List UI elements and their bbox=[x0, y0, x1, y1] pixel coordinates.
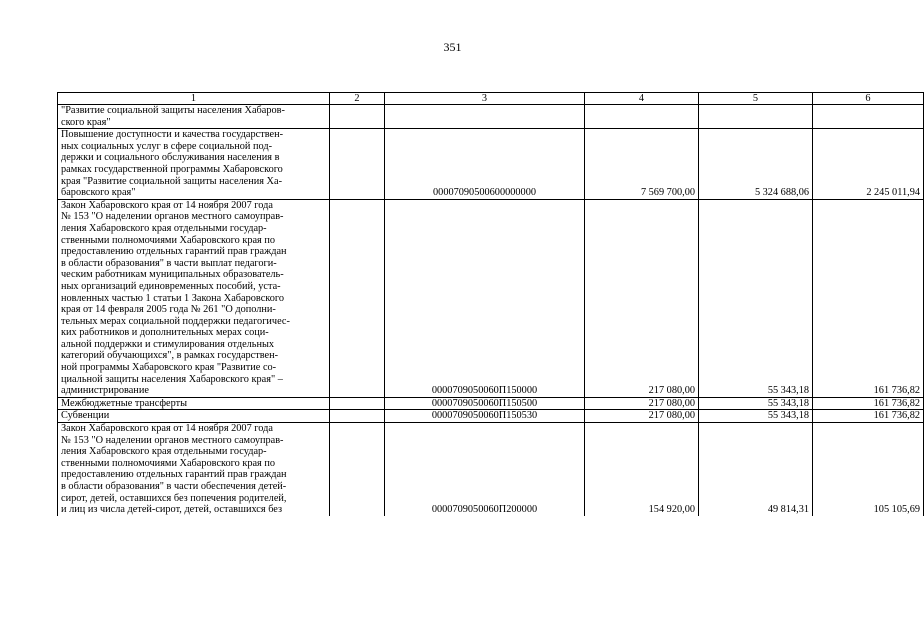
description-line: ления Хабаровского края отдельными государ- bbox=[61, 222, 267, 234]
amount-column-4: 217 080,00 bbox=[585, 199, 699, 397]
description-line: предоставлению отдельных гарантий прав граждан bbox=[61, 246, 287, 258]
table-row bbox=[58, 199, 924, 397]
amount-column-6: 161 736,82 bbox=[813, 397, 924, 410]
description-line: новленных частью 1 статьи 1 Закона Хабаровского bbox=[61, 292, 285, 304]
amount-column-4: 154 920,00 bbox=[585, 423, 699, 516]
row-description bbox=[58, 423, 330, 516]
description-line: категорий обучающихся", в рамках государствен- bbox=[61, 350, 279, 362]
column-2-cell bbox=[330, 199, 385, 397]
table-row bbox=[58, 105, 924, 129]
column-2-cell bbox=[330, 410, 385, 423]
budget-code: 0000709050060П200000 bbox=[385, 423, 585, 516]
table-row bbox=[58, 423, 924, 516]
description-line: ственными полномочиями Хабаровского края по bbox=[61, 457, 276, 469]
amount-column-6 bbox=[813, 105, 924, 129]
column-2-cell bbox=[330, 423, 385, 516]
budget-code: 00007090500600000000 bbox=[385, 129, 585, 200]
column-2-cell bbox=[330, 105, 385, 129]
budget-code: 0000709050060П150530 bbox=[385, 410, 585, 423]
description-line: № 153 "О наделении органов местного самоуправ- bbox=[61, 434, 284, 446]
description-line: ных организаций единовременных пособий, уста- bbox=[61, 280, 281, 292]
description-line: и лиц из числа детей-сирот, детей, оставшихся без bbox=[61, 504, 283, 516]
column-header-5: 5 bbox=[699, 93, 813, 105]
description-line: ных социальных услуг в сфере социальной под- bbox=[61, 140, 273, 152]
amount-column-5: 55 343,18 bbox=[699, 199, 813, 397]
description-line: Повышение доступности и качества государствен- bbox=[61, 129, 284, 141]
row-description bbox=[58, 105, 330, 129]
amount-column-6: 161 736,82 bbox=[813, 410, 924, 423]
row-description bbox=[58, 129, 330, 200]
description-line: "Развитие социальной защиты населения Хабаров- bbox=[61, 105, 285, 116]
budget-code: 0000709050060П150500 bbox=[385, 397, 585, 410]
column-2-cell bbox=[330, 397, 385, 410]
column-header-row bbox=[58, 93, 924, 105]
amount-column-6: 105 105,69 bbox=[813, 423, 924, 516]
description-line: администрирование bbox=[61, 385, 149, 397]
description-line: циальной защиты населения Хабаровского края" – bbox=[61, 373, 283, 385]
amount-column-5: 55 343,18 bbox=[699, 410, 813, 423]
description-line: края от 14 февраля 2005 года № 261 "О дополни- bbox=[61, 304, 276, 316]
description-line: Закон Хабаровского края от 14 ноября 2007 года bbox=[61, 423, 273, 435]
column-header-4: 4 bbox=[585, 93, 699, 105]
budget-table bbox=[57, 92, 924, 516]
description-line: № 153 "О наделении органов местного самоуправ- bbox=[61, 211, 284, 223]
description-line: в области образования" в части выплат педагоги- bbox=[61, 257, 277, 269]
description-line: края "Развитие социальной защиты населения Ха- bbox=[61, 175, 282, 187]
amount-column-5: 55 343,18 bbox=[699, 397, 813, 410]
column-header-3: 3 bbox=[385, 93, 585, 105]
description-line: альной поддержки и стимулирования отдельных bbox=[61, 338, 275, 350]
row-description bbox=[58, 397, 330, 410]
table-row bbox=[58, 410, 924, 423]
table-row bbox=[58, 129, 924, 200]
description-line: ления Хабаровского края отдельными государ- bbox=[61, 446, 267, 458]
description-line: Закон Хабаровского края от 14 ноября 2007 года bbox=[61, 199, 273, 211]
amount-column-4 bbox=[585, 105, 699, 129]
budget-code bbox=[385, 105, 585, 129]
budget-table-body bbox=[58, 93, 924, 516]
row-description bbox=[58, 410, 330, 423]
amount-column-4: 217 080,00 bbox=[585, 410, 699, 423]
column-header-2: 2 bbox=[330, 93, 385, 105]
description-line: ческим работникам муниципальных образователь- bbox=[61, 269, 284, 281]
amount-column-4: 217 080,00 bbox=[585, 397, 699, 410]
description-line: предоставлению отдельных гарантий прав граждан bbox=[61, 469, 287, 481]
description-line: ких работников и дополнительных мерах соци- bbox=[61, 327, 269, 339]
amount-column-6: 2 245 011,94 bbox=[813, 129, 924, 200]
description-line: сирот, детей, оставшихся без попечения родителей, bbox=[61, 492, 287, 504]
row-description bbox=[58, 199, 330, 397]
description-line: в области образования" в части обеспечения детей- bbox=[61, 481, 287, 492]
description-line: тельных мерах социальной поддержки педагогичес- bbox=[61, 315, 290, 327]
column-header-1: 1 bbox=[58, 93, 330, 105]
amount-column-4: 7 569 700,00 bbox=[585, 129, 699, 200]
budget-code: 0000709050060П150000 bbox=[385, 199, 585, 397]
page-number: 351 bbox=[443, 40, 462, 54]
description-line: держки и социального обслуживания населения в bbox=[61, 152, 280, 164]
column-header-6: 6 bbox=[813, 93, 924, 105]
description-line: рамках государственной программы Хабаровского bbox=[61, 163, 283, 175]
amount-column-5: 5 324 688,06 bbox=[699, 129, 813, 200]
description-line: ной программы Хабаровского края "Развитие со- bbox=[61, 362, 277, 374]
amount-column-5 bbox=[699, 105, 813, 129]
description-line: Субвенции bbox=[61, 410, 110, 422]
description-line: ского края" bbox=[61, 116, 111, 128]
table-row bbox=[58, 397, 924, 410]
description-line: ственными полномочиями Хабаровского края по bbox=[61, 234, 276, 246]
description-line: Межбюджетные трансферты bbox=[61, 397, 188, 409]
description-line: баровского края" bbox=[61, 187, 136, 199]
column-2-cell bbox=[330, 129, 385, 200]
amount-column-5: 49 814,31 bbox=[699, 423, 813, 516]
amount-column-6: 161 736,82 bbox=[813, 199, 924, 397]
